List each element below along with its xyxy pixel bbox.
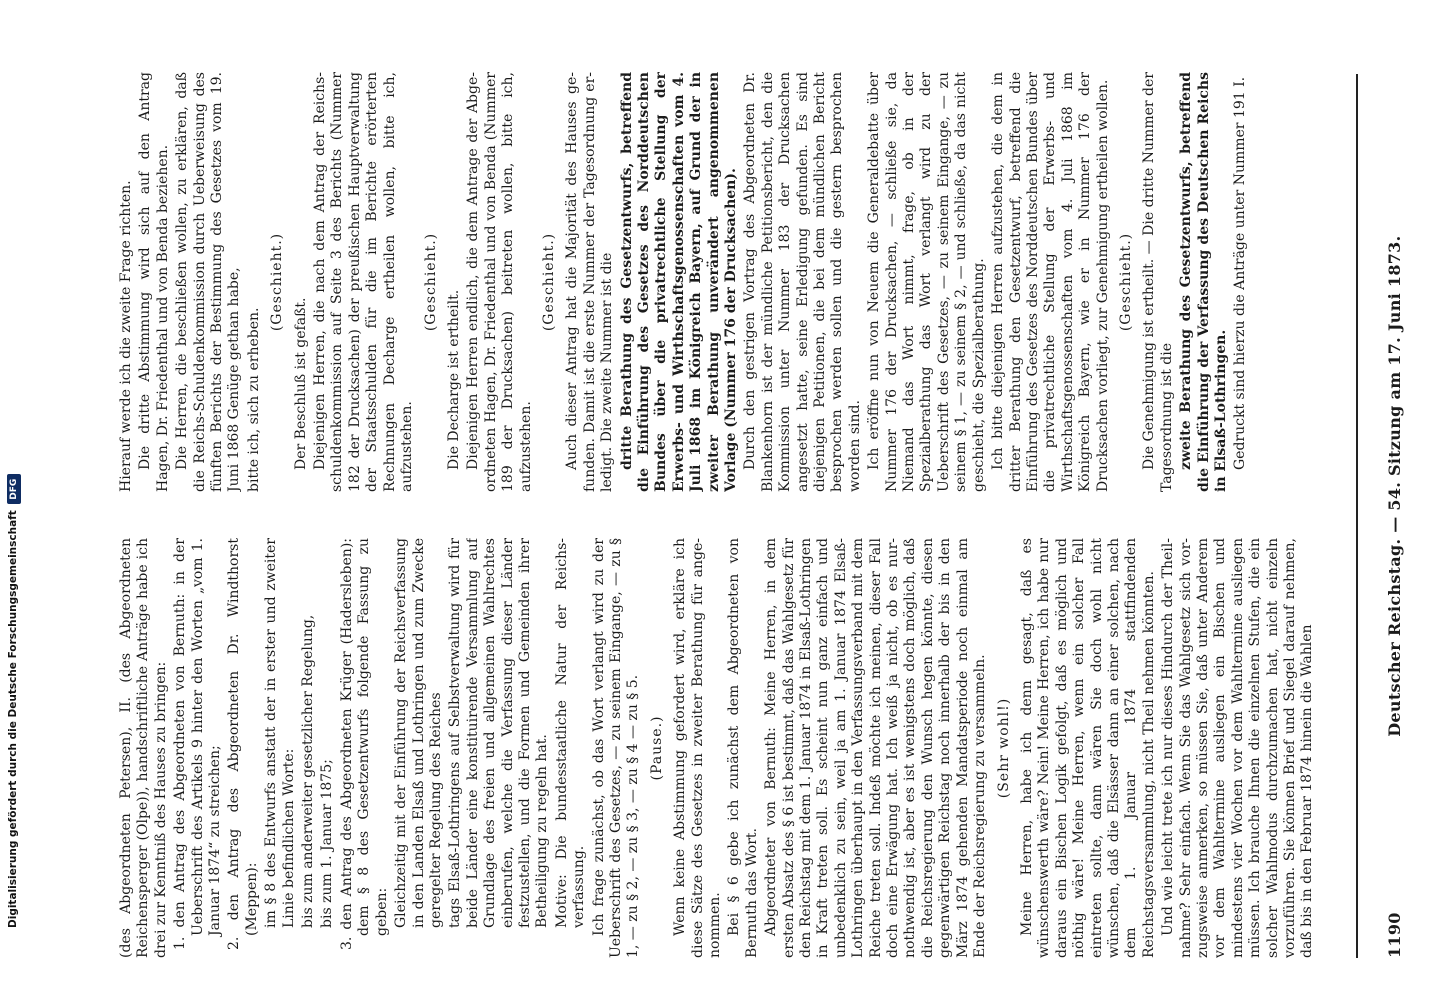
interjection: (Geschieht.) [269,232,286,332]
paragraph: bis zum anderweiter gesetzlicher Regelung, [300,614,317,928]
paragraph: 2. den Antrag des Abgeordneten Dr. Windthorst (Meppen): [226,538,260,950]
credit-text: Digitalisierung gefördert durch die Deutsche Forschungsgemeinschaft [7,510,20,928]
paragraph: Ich frage zunächst, ob das Wort verlangt wird zu der Ueberschrift des Gesetzes, — zu seinem Eingange, — zu § 1, — zu § 2, — zu § 3, — zu § 4 — zu § 5. [590,538,642,958]
left-column [118,538,1350,958]
agenda-heading: zweite Berathung des Gesetzentwurfs, betreffend die Einführung der Verfassung des Deutschen Reichs in Elsaß-Lothringen. [1178,72,1229,492]
paragraph: Ich bitte diejenigen Herren aufzustehen, die dem in dritter Berathung den Gesetzentwurf, betreffend die Einführung des Gesetzes des Norddeutschen Bundes über die privatrechtliche Stellung der Erwerbs- und Wirthschaftsgenossenschaften vom 4. Juli 1868 im Königreich Bayern, wie er in Nummer 176 der Drucksachen vorliegt, zur Genehmigung ertheilen wollen. [990,72,1111,492]
paragraph: im § 8 des Entwurfs anstatt der in erster und zweiter Linie befindlichen Worte: [263,538,297,928]
paragraph: Die Genehmigung ist ertheilt. — Die dritte Nummer der Tagesordnung ist die [1141,72,1175,492]
interjection: (Geschieht.) [1117,232,1134,332]
paragraph: Diejenigen Herren endlich, die dem Antrage der Abgeordneten Hagen, Dr. Friedenthal und von Benda (Nummer 189 der Drucksachen) beitreten wollen, bitte ich, aufzustehen. [465,72,534,492]
paragraph: Bei § 6 gebe ich zunächst dem Abgeordneten von Bernuth das Wort. [726,538,760,958]
paragraph: Ich eröffne nun von Neuem die Generaldebatte über Nummer 176 der Drucksachen, — schließe sie, da Niemand das Wort nimmt, frage, ob in der Spezialberathung das Wort verlangt wird zu der Ueberschrift des Gesetzes, — zu seinem Eingange, — zu seinem § 1, — zu seinem § 2, — und schließe, da das nicht geschieht, die Spezialberathung. [866,72,987,492]
paragraph: Und wie leicht trete ich nur dieses Hindurch der Theilnahme? Sehr einfach. Wenn Sie das Wahlgesetz sich vorzugsweise anmerken, so müssen Sie, daß unter Anderem vor dem Wahltermine ausliegen ein Bischen und mindestens vier Wochen vor dem Wahltermine ausliegen müssen. Ich brauche Ihnen die einzelnen Stufen, die ein solcher Wahlmodus durchzumachen hat, nicht einzeln vorzuführen. Sie können Brief und Siegel darauf nehmen, daß bis in den Februar 1874 hinein die Wahlen [1160,538,1316,958]
paragraph: Der Beschluß ist gefaßt. [292,297,309,470]
paragraph: Hierauf werde ich die zweite Frage richten. [118,180,134,492]
right-column [118,72,1350,492]
interjection: (Pause.) [648,715,665,781]
paragraph: Die Herren, die beschließen wollen, zu erklären, daß die Reichs-Schuldenkommission durch Ueberweisung des fünften Berichts der Bestimmung des Gesetzes vom 19. Juni 1868 Genüge gethan habe, [174,72,243,492]
paragraph: Auch dieser Antrag hat die Majorität des Hauses gefunden. Damit ist die erste Nummer der Tagesordnung erledigt. Die zweite Nummer ist die [564,72,616,492]
paragraph: bitte ich, sich zu erheben. [245,307,262,492]
paragraph: 3. den Antrag des Abgeordneten Krüger (Hadersleben): dem § 8 des Gesetzentwurfs folgende Fassung zu geben: [338,538,390,950]
interjection: (Sehr wohl!) [995,697,1012,799]
paragraph: Wenn keine Abstimmung gefordert wird, erkläre ich diese Sätze des Gesetzes in zweiter Berathung für angenommen. [672,538,723,958]
paragraph: Motive: Die bundesstaatliche Natur der Reichsverfassung. [553,538,588,928]
paragraph: Gedruckt sind hierzu die Anträge unter Nummer 191 I. [1232,76,1249,470]
paragraph: Abgeordneter von Bernuth: Meine Herren, in dem ersten Absatz des § 6 ist bestimmt, daß das Wahlgesetz für den Reichstag mit dem 1. Januar 1874 in Elsaß-Lothringen in Kraft treten soll. Es scheint nun ganz einfach und unbedenklich zu sein, weil ja am 1. Januar 1874 Elsaß-Lothringen überhaupt in den Verfassungsverband mit dem Reiche treten soll. Indeß möchte ich meinen, dieser Fall doch eine Erwägung hat. Ich weiß ja nicht, ob es nurnothwendig ist, aber es ist wenigstens doch möglich, daß die Reichsregierung den Wunsch hegen könnte, diesen gegenwärtigen Reichstag noch innerhalb der bis in den März 1874 gehenden Mandatsperiode noch einmal am Ende der Reichsregierung zu versammeln. [763,538,989,958]
interjection: (Geschieht.) [540,232,557,332]
page-header [1369,74,1403,958]
paragraph: Meine Herren, habe ich denn gesagt, daß es wünschenswerth wäre? Nein! Meine Herren, ich habe nur daraus ein Bischen Logik gefolgt, daß es möglich und nöthig wäre! Meine Herren, wenn ein solcher Fall eintreten sollte, dann wären Sie doch wohl nicht wünschen, daß die Elsässer dann an einer solchen, nach dem 1. Januar 1874 stattfindenden Reichstagsversammlung, nicht Theil nehmen könnten. [1018,538,1157,958]
page-number: 1190 [1384,912,1404,958]
header-rule [1356,74,1358,958]
paragraph: (des Abgeordneten Petersen), II. (des Abgeordneten Reichensperger (Olpe)), handschriftliche Anträge habe ich drei zur Kenntniß des Hauses zu bringen: [118,538,169,958]
paragraph: Durch den gestrigen Vortrag des Abgeordneten Dr. Blankenhorn ist der mündliche Petitionsbericht, den die Kommission unter Nummer 183 der Drucksachen angesetzt hatte, seine Erledigung gefunden. Es sind diejenigen Petitionen, die bei dem mündlichen Bericht besprochen werden sollen und die gestern besprochen worden sind. [742,72,863,492]
paragraph: Die dritte Abstimmung wird sich auf den Antrag Hagen, Dr. Friedenthal und von Benda beziehen. [137,72,171,492]
paragraph: Diejenigen Herren, die nach dem Antrag der Reichsschuldenkommission auf Seite 3 des Berichts (Nummer 182 der Drucksachen) der preußischen Hauptverwaltung der Staatsschulden für die im Berichte erörterten Rechnungen Decharge ertheilen wollen, bitte ich, aufzustehen. [312,72,416,492]
agenda-heading: dritte Berathung des Gesetzentwurfs, betreffend die Einführung des Gesetzes des Norddeutschen Bundes über die privatrechtliche Stellung der Erwerbs- und Wirthschaftsgenossenschaften vom 4. Juli 1868 im Königreich Bayern, auf Grund der in zweiter Berathung unverändert angenommenen Vorlage (Nummer 176 der Drucksachen). [618,72,739,492]
paragraph: 1. den Antrag des Abgeordneten von Bernuth: in der Ueberschrift des Artikels 9 hinter den Worten „vom 1. Januar 1874“ zu streichen; [172,538,224,950]
dfg-logo: DFG [7,474,21,504]
paragraph: bis zum 1. Januar 1875; [319,759,336,928]
paragraph: Gleichzeitig mit der Einführung der Reichsverfassung in den Landen Elsaß und Lothringen und zum Zwecke geregelter Regelung des Reiches [393,538,444,928]
running-title: Deutscher Reichstag. — 54. Sitzung am 17. Juni 1873. [1384,235,1404,737]
digitization-credit [0,28,28,928]
paragraph: Die Decharge ist ertheilt. [445,289,462,470]
paragraph: tags Elsaß-Lothringens auf Selbstverwaltung wird für beide Länder eine konstituirende Versammlung auf Grundlage des freien und allgemeinen Wahlrechtes einberufen, welche die Verfassung dieser Länder festzustellen, und die Formen und Gemeinden ihrer Betheiligung zu regeln hat. [447,538,551,928]
interjection: (Geschieht.) [422,232,439,332]
